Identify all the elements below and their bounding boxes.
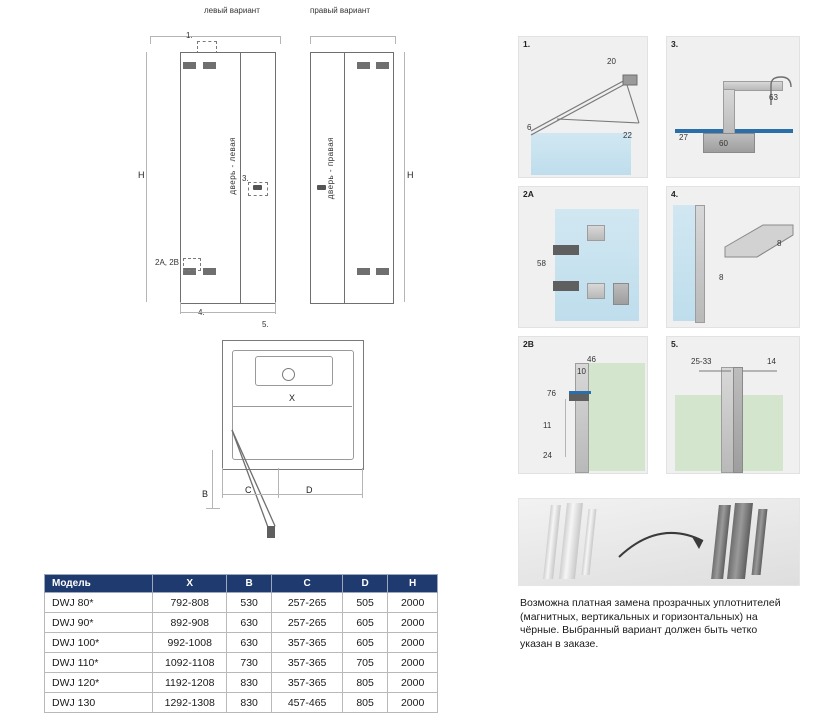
cell-c: 357-365 bbox=[272, 653, 343, 673]
cell-c: 457-465 bbox=[272, 693, 343, 713]
cell-b: 730 bbox=[227, 653, 272, 673]
dim-tick bbox=[280, 36, 281, 44]
dim-guide-bottom-left bbox=[180, 312, 275, 313]
detail-1-dim-6: 6 bbox=[527, 123, 532, 132]
cell-b: 530 bbox=[227, 593, 272, 613]
cell-h: 2000 bbox=[388, 653, 438, 673]
table-row bbox=[45, 693, 438, 713]
detail-2b-dim-24: 24 bbox=[543, 451, 552, 460]
detail-1-dim-22: 22 bbox=[623, 131, 632, 140]
detail-3-dim-27: 27 bbox=[679, 133, 688, 142]
hinge-icon bbox=[203, 62, 216, 69]
callout-3: 3. bbox=[242, 174, 249, 183]
cell-h: 2000 bbox=[388, 613, 438, 633]
detail-panel-5 bbox=[666, 336, 800, 474]
detail-3-dim-60: 60 bbox=[719, 139, 728, 148]
tray-center-line bbox=[232, 406, 352, 407]
table-row bbox=[45, 613, 438, 633]
dim-tick bbox=[275, 302, 276, 314]
cell-c: 257-265 bbox=[272, 613, 343, 633]
dim-tick bbox=[395, 36, 396, 44]
col-d: D bbox=[342, 575, 387, 593]
dim-tick bbox=[278, 468, 279, 498]
table-row bbox=[45, 673, 438, 693]
cell-d: 605 bbox=[342, 633, 387, 653]
cell-d: 505 bbox=[342, 593, 387, 613]
table-header-row bbox=[45, 575, 438, 593]
dim-tick bbox=[362, 468, 363, 498]
detail-panel-2b bbox=[518, 336, 648, 474]
detail-4-number: 4. bbox=[671, 189, 679, 199]
col-c: C bbox=[272, 575, 343, 593]
dim-b-line bbox=[212, 450, 213, 508]
hinge-icon bbox=[376, 62, 389, 69]
hinge-icon bbox=[203, 268, 216, 275]
cell-x: 1192-1208 bbox=[153, 673, 227, 693]
detail-4-dim-8a: 8 bbox=[777, 239, 782, 248]
detail-2b-dim-10: 10 bbox=[577, 367, 586, 376]
detail-2a-number: 2A bbox=[523, 189, 534, 199]
cell-d: 805 bbox=[342, 693, 387, 713]
cell-c: 257-265 bbox=[272, 593, 343, 613]
right-door-text: дверь - правая bbox=[326, 137, 335, 200]
detail-panel-1 bbox=[518, 36, 648, 178]
cell-h: 2000 bbox=[388, 633, 438, 653]
dim-tick bbox=[180, 302, 181, 314]
detail-5-dim-14: 14 bbox=[767, 357, 776, 366]
detail-2b-dim-46: 46 bbox=[587, 355, 596, 364]
cell-model: DWJ 130 bbox=[45, 693, 153, 713]
callout-1: 1. bbox=[186, 31, 193, 40]
table-row bbox=[45, 593, 438, 613]
spec-table bbox=[44, 574, 438, 713]
tray-d-label: D bbox=[306, 485, 313, 495]
callout-2-box bbox=[183, 258, 201, 271]
callout-5: 5. bbox=[262, 320, 269, 329]
cell-b: 830 bbox=[227, 673, 272, 693]
tray-b-label: B bbox=[202, 489, 209, 499]
height-label-left: H bbox=[138, 170, 145, 180]
cell-c: 357-365 bbox=[272, 633, 343, 653]
detail-2a-dim-58: 58 bbox=[537, 259, 546, 268]
height-label-right: H bbox=[407, 170, 414, 180]
col-x: X bbox=[153, 575, 227, 593]
detail-4-dim-8b: 8 bbox=[719, 273, 724, 282]
cell-h: 2000 bbox=[388, 593, 438, 613]
cell-h: 2000 bbox=[388, 673, 438, 693]
cell-b: 630 bbox=[227, 633, 272, 653]
dim-d-line bbox=[278, 494, 362, 495]
cell-x: 1292-1308 bbox=[153, 693, 227, 713]
dim-h-line-right bbox=[404, 52, 405, 302]
cell-b: 630 bbox=[227, 613, 272, 633]
dim-tick bbox=[150, 36, 151, 44]
tray-c-label: C bbox=[245, 485, 252, 495]
variant-left-label: левый вариант bbox=[204, 6, 260, 15]
callout-2a2b: 2A, 2B bbox=[155, 258, 180, 267]
detail-2b-dim-11: 11 bbox=[543, 421, 552, 430]
detail-4-profile bbox=[723, 221, 797, 281]
col-b: B bbox=[227, 575, 272, 593]
detail-2b-dim-76: 76 bbox=[547, 389, 556, 398]
cell-b: 830 bbox=[227, 693, 272, 713]
cell-d: 805 bbox=[342, 673, 387, 693]
cell-h: 2000 bbox=[388, 693, 438, 713]
drain-icon bbox=[282, 368, 295, 381]
cell-model: DWJ 100* bbox=[45, 633, 153, 653]
cell-c: 357-365 bbox=[272, 673, 343, 693]
detail-3-dim-63: 63 bbox=[769, 93, 778, 102]
dim-tick bbox=[222, 468, 223, 498]
detail-2a-seal-top bbox=[553, 245, 579, 255]
detail-1-dim-20: 20 bbox=[607, 57, 616, 66]
hinge-icon bbox=[183, 62, 196, 69]
detail-panel-3 bbox=[666, 36, 800, 178]
dim-guide-top-right bbox=[310, 36, 395, 37]
dim-tick bbox=[206, 508, 220, 509]
dim-tick bbox=[310, 36, 311, 44]
hinge-icon bbox=[376, 268, 389, 275]
left-door-text: дверь - левая bbox=[228, 137, 237, 195]
detail-1-geometry bbox=[527, 61, 645, 137]
detail-5-dim-2533: 25-33 bbox=[691, 357, 712, 366]
detail-panel-4 bbox=[666, 186, 800, 328]
col-model: Модель bbox=[45, 575, 153, 593]
variant-right-label: правый вариант bbox=[310, 6, 370, 15]
hinge-icon bbox=[357, 62, 370, 69]
door-handle bbox=[317, 185, 326, 190]
door-handle bbox=[253, 185, 262, 190]
tray-x-label: X bbox=[289, 393, 296, 403]
hinge-icon bbox=[357, 268, 370, 275]
cell-d: 705 bbox=[342, 653, 387, 673]
cell-model: DWJ 80* bbox=[45, 593, 153, 613]
table-row bbox=[45, 653, 438, 673]
dim-guide-top-left bbox=[150, 36, 280, 37]
right-variant-fixed-panel bbox=[344, 52, 394, 304]
cell-x: 892-908 bbox=[153, 613, 227, 633]
col-h: H bbox=[388, 575, 438, 593]
cell-model: DWJ 110* bbox=[45, 653, 153, 673]
detail-panel-2a bbox=[518, 186, 648, 328]
detail-2a-seal-bottom bbox=[553, 281, 579, 291]
seal-photo bbox=[518, 498, 800, 586]
detail-5-number: 5. bbox=[671, 339, 679, 349]
detail-3-number: 3. bbox=[671, 39, 679, 49]
replacement-arrow-icon bbox=[615, 523, 711, 563]
cell-model: DWJ 90* bbox=[45, 613, 153, 633]
left-drawing-panel bbox=[0, 0, 500, 560]
cell-x: 1092-1108 bbox=[153, 653, 227, 673]
seal-replacement-note: Возможна платная замена прозрачных уплотнителей (магнитных, вертикальных и горизонтальных) на чёрные. Выбранный вариант должен быть четко указан в заказе. bbox=[520, 597, 781, 650]
detail-2b-number: 2B bbox=[523, 339, 534, 349]
cell-model: DWJ 120* bbox=[45, 673, 153, 693]
cell-d: 605 bbox=[342, 613, 387, 633]
cell-x: 792-808 bbox=[153, 593, 227, 613]
cell-x: 992-1008 bbox=[153, 633, 227, 653]
table-row bbox=[45, 633, 438, 653]
detail-1-number: 1. bbox=[523, 39, 531, 49]
dim-h-line-left bbox=[146, 52, 147, 302]
